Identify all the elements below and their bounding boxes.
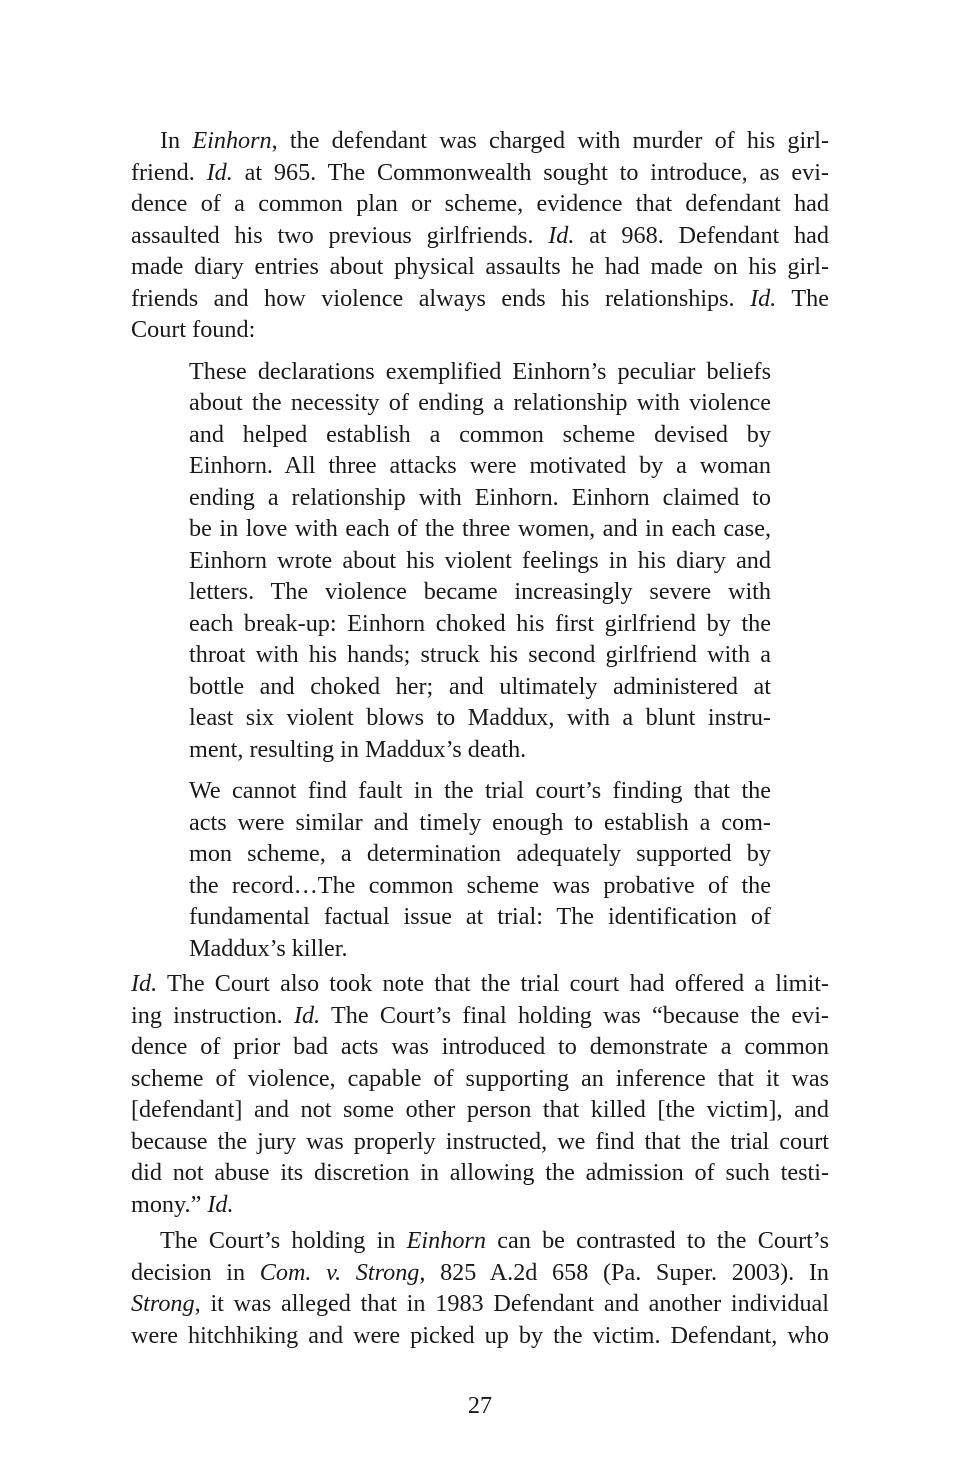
- quote-line: Einhorn wrote about his violent feelings in his diary and: [189, 547, 771, 574]
- quote-line: These declarations exemplified Einhorn’s peculiar beliefs: [189, 358, 771, 385]
- quote-line: Einhorn. All three attacks were motivated by a woman: [189, 452, 771, 479]
- text-line: scheme of violence, capable of supporting an inference that it was: [131, 1065, 829, 1092]
- text-line: Court found:: [131, 316, 256, 343]
- text-line: In Einhorn, the defendant was charged with murder of his girl-: [160, 127, 829, 154]
- case-name-italic: Einhorn: [192, 127, 272, 154]
- quote-line: each break-up: Einhorn choked his first girlfriend by the: [189, 610, 771, 637]
- case-name-italic: Einhorn: [406, 1227, 486, 1254]
- text-line: Strong, it was alleged that in 1983 Defendant and another individual: [131, 1290, 829, 1317]
- citation-id-italic: Id.: [293, 1002, 321, 1029]
- text-line: The Court’s holding in Einhorn can be contrasted to the Court’s: [160, 1227, 829, 1254]
- page-number: 27: [467, 1392, 493, 1419]
- citation-id-italic: Id.: [131, 970, 158, 997]
- case-name-italic: Strong: [131, 1290, 195, 1317]
- quote-line: be in love with each of the three women, and in each case,: [189, 515, 771, 542]
- text-line: [defendant] and not some other person that killed [the victim], and: [131, 1096, 829, 1123]
- quote-line: ment, resulting in Maddux’s death.: [189, 736, 527, 763]
- quote-line: We cannot find fault in the trial court’s finding that the: [189, 777, 771, 804]
- text-line: Id. The Court also took note that the trial court had offered a limit-: [131, 970, 829, 997]
- quote-line: ending a relationship with Einhorn. Einhorn claimed to: [189, 484, 771, 511]
- text-line: friends and how violence always ends his relationships. Id. The: [131, 285, 829, 312]
- text-line: did not abuse its discretion in allowing the admission of such testi-: [131, 1159, 829, 1186]
- quote-line: the record…The common scheme was probative of the: [189, 872, 771, 899]
- citation-id-italic: Id.: [206, 159, 233, 186]
- quote-line: least six violent blows to Maddux, with a blunt instru-: [189, 704, 771, 731]
- quote-line: Maddux’s killer.: [189, 935, 348, 962]
- quote-line: fundamental factual issue at trial: The identification of: [189, 903, 771, 930]
- quote-line: and helped establish a common scheme devised by: [189, 421, 771, 448]
- quote-line: letters. The violence became increasingly severe with: [189, 578, 771, 605]
- text-line: friend. Id. at 965. The Commonwealth sought to introduce, as evi-: [131, 159, 829, 186]
- quote-line: mon scheme, a determination adequately supported by: [189, 840, 771, 867]
- citation-id-italic: Id.: [548, 222, 575, 249]
- quote-line: throat with his hands; struck his second girlfriend with a: [189, 641, 771, 668]
- text-line: were hitchhiking and were picked up by the victim. Defendant, who: [131, 1322, 829, 1349]
- citation-id-italic: Id.: [750, 285, 777, 312]
- text-line: decision in Com. v. Strong, 825 A.2d 658 (Pa. Super. 2003). In: [131, 1259, 830, 1286]
- quote-line: about the necessity of ending a relationship with violence: [189, 389, 771, 416]
- text-line: dence of a common plan or scheme, evidence that defendant had: [131, 190, 829, 217]
- text-line: ing instruction. Id. The Court’s final holding was “because the evi-: [131, 1002, 829, 1029]
- quote-line: bottle and choked her; and ultimately administered at: [189, 673, 771, 700]
- text-line: assaulted his two previous girlfriends. Id. at 968. Defendant had: [131, 222, 829, 249]
- case-name-italic: Com. v. Strong: [259, 1259, 420, 1286]
- text-line: mony.” Id.: [131, 1191, 234, 1218]
- quote-line: acts were similar and timely enough to establish a com-: [189, 809, 771, 836]
- text-line: because the jury was properly instructed, we find that the trial court: [131, 1128, 829, 1155]
- citation-id-italic: Id.: [207, 1191, 234, 1218]
- text-line: made diary entries about physical assaults he had made on his girl-: [131, 253, 829, 280]
- text-line: dence of prior bad acts was introduced to demonstrate a common: [131, 1033, 829, 1060]
